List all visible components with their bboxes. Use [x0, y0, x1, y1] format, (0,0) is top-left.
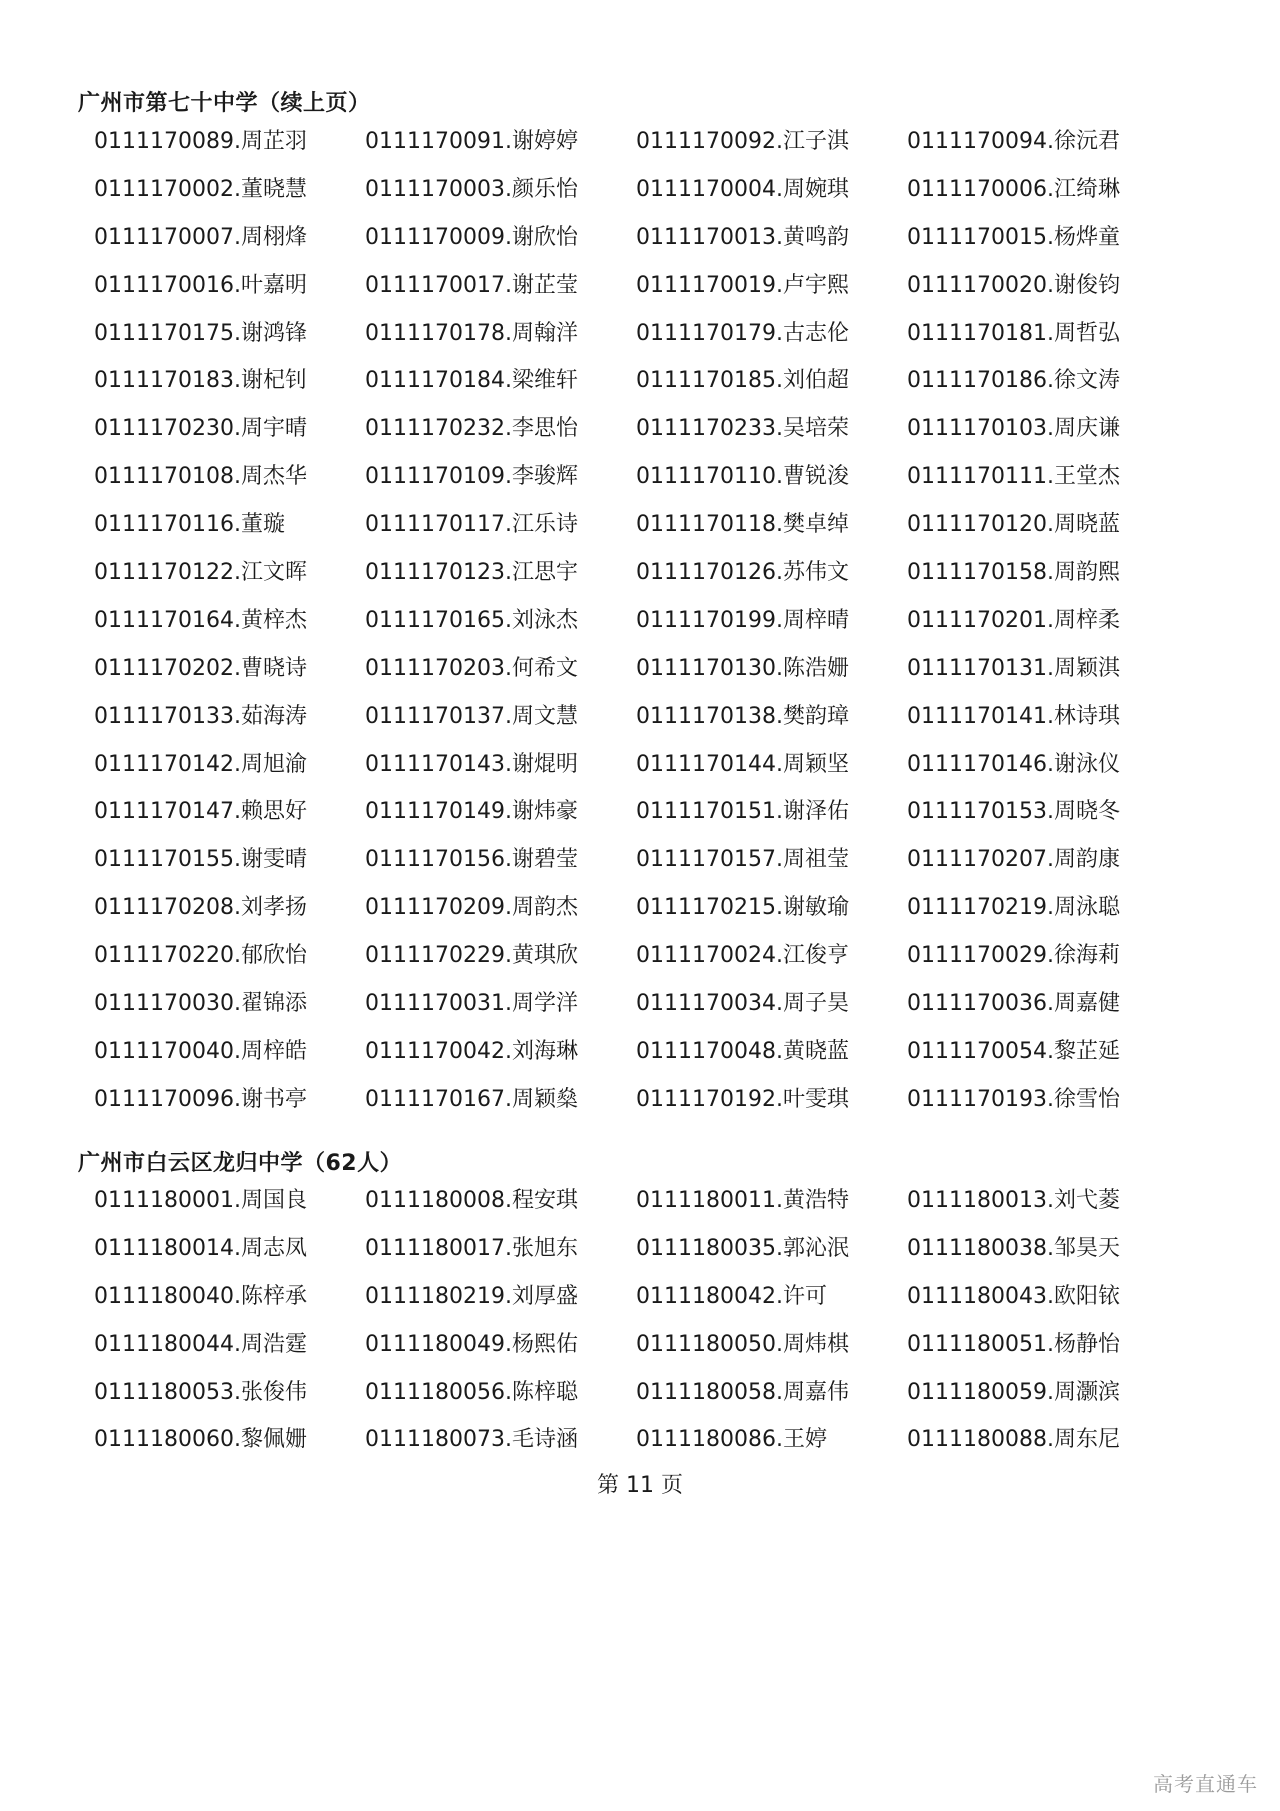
student-entry: 0111170175.谢鸿锋 [94, 320, 307, 346]
student-entry: 0111170164.黄梓杰 [94, 607, 307, 633]
student-entry: 0111170141.林诗琪 [907, 703, 1120, 729]
section-title-school-70: 广州市第七十中学（续上页） [78, 91, 371, 116]
student-entry: 0111180001.周国良 [94, 1187, 307, 1213]
student-entry: 0111170199.周梓晴 [636, 607, 849, 633]
student-entry: 0111170126.苏伟文 [636, 559, 849, 585]
student-entry: 0111170019.卢宇熙 [636, 272, 849, 298]
student-entry: 0111170111.王堂杰 [907, 464, 1120, 490]
student-entry: 0111170184.梁维轩 [365, 368, 578, 394]
student-entry: 0111170020.谢俊钧 [907, 272, 1120, 298]
student-entry: 0111180059.周灏滨 [907, 1379, 1120, 1405]
student-entry: 0111170042.刘海琳 [365, 1038, 578, 1064]
student-entry: 0111170229.黄琪欣 [365, 943, 578, 969]
student-entry: 0111170183.谢杞钊 [94, 368, 307, 394]
student-entry: 0111170230.周宇晴 [94, 416, 307, 442]
student-entry: 0111170219.周泳聪 [907, 895, 1120, 921]
student-entry: 0111170002.董晓慧 [94, 176, 307, 202]
student-entry: 0111170016.叶嘉明 [94, 272, 307, 298]
student-entry: 0111170030.翟锦添 [94, 990, 307, 1016]
student-entry: 0111180038.邹昊天 [907, 1235, 1120, 1261]
student-entry: 0111180219.刘厚盛 [365, 1283, 578, 1309]
student-entry: 0111180073.毛诗涵 [365, 1427, 578, 1453]
student-entry: 0111170117.江乐诗 [365, 512, 578, 538]
student-entry: 0111170138.樊韵璋 [636, 703, 849, 729]
student-entry: 0111180042.许可 [636, 1283, 827, 1309]
student-entry: 0111180008.程安琪 [365, 1187, 578, 1213]
student-entry: 0111170157.周祖莹 [636, 847, 849, 873]
student-entry: 0111170015.杨烨童 [907, 224, 1120, 250]
student-entry: 0111170178.周翰洋 [365, 320, 578, 346]
section-title-longgui: 广州市白云区龙归中学（62人） [78, 1151, 403, 1176]
student-entry: 0111170208.刘孝扬 [94, 895, 307, 921]
student-list-school-70 [94, 118, 1194, 1124]
student-entry: 0111170130.陈浩姗 [636, 655, 849, 681]
student-entry: 0111170220.郁欣怡 [94, 943, 307, 969]
student-entry: 0111170149.谢炜豪 [365, 799, 578, 825]
student-entry: 0111170120.周晓蓝 [907, 512, 1120, 538]
student-entry: 0111180011.黄浩特 [636, 1187, 849, 1213]
student-entry: 0111170108.周杰华 [94, 464, 307, 490]
student-entry: 0111170123.江思宇 [365, 559, 578, 585]
student-entry: 0111170091.谢婷婷 [365, 128, 578, 154]
student-entry: 0111170156.谢碧莹 [365, 847, 578, 873]
student-entry: 0111170004.周婉琪 [636, 176, 849, 202]
student-entry: 0111170147.赖思好 [94, 799, 307, 825]
student-entry: 0111180088.周东尼 [907, 1427, 1120, 1453]
student-entry: 0111170092.江子淇 [636, 128, 849, 154]
student-entry: 0111170202.曹晓诗 [94, 655, 307, 681]
student-entry: 0111180049.杨熙佑 [365, 1331, 578, 1357]
student-entry: 0111180051.杨静怡 [907, 1331, 1120, 1357]
student-entry: 0111170017.谢芷莹 [365, 272, 578, 298]
student-entry: 0111170122.江文晖 [94, 559, 307, 585]
student-entry: 0111170186.徐文涛 [907, 368, 1120, 394]
student-entry: 0111170155.谢雯晴 [94, 847, 307, 873]
student-entry: 0111170034.周子昊 [636, 990, 849, 1016]
student-entry: 0111170007.周栩烽 [94, 224, 307, 250]
watermark-text: 高考直通车 [1153, 1772, 1258, 1796]
student-entry: 0111170103.周庆谦 [907, 416, 1120, 442]
student-entry: 0111170024.江俊亨 [636, 943, 849, 969]
student-entry: 0111180086.王婷 [636, 1427, 827, 1453]
student-entry: 0111170036.周嘉健 [907, 990, 1120, 1016]
student-entry: 0111170165.刘泳杰 [365, 607, 578, 633]
student-entry: 0111170185.刘伯超 [636, 368, 849, 394]
student-entry: 0111170009.谢欣怡 [365, 224, 578, 250]
student-entry: 0111170013.黄鸣韵 [636, 224, 849, 250]
student-entry: 0111180035.郭沁泯 [636, 1235, 849, 1261]
student-entry: 0111170096.谢书亭 [94, 1086, 307, 1112]
student-entry: 0111170144.周颖坚 [636, 751, 849, 777]
student-entry: 0111180014.周志凤 [94, 1235, 307, 1261]
student-entry: 0111170089.周芷羽 [94, 128, 307, 154]
student-entry: 0111180013.刘弋菱 [907, 1187, 1120, 1213]
student-entry: 0111180040.陈梓承 [94, 1283, 307, 1309]
student-entry: 0111170137.周文慧 [365, 703, 578, 729]
student-entry: 0111180050.周炜棋 [636, 1331, 849, 1357]
student-entry: 0111180053.张俊伟 [94, 1379, 307, 1405]
student-entry: 0111180060.黎佩姗 [94, 1427, 307, 1453]
student-entry: 0111170146.谢泳仪 [907, 751, 1120, 777]
student-entry: 0111170110.曹锐浚 [636, 464, 849, 490]
student-entry: 0111170207.周韵康 [907, 847, 1120, 873]
student-entry: 0111170133.茹海涛 [94, 703, 307, 729]
student-entry: 0111170143.谢焜明 [365, 751, 578, 777]
student-list-longgui [94, 1177, 1194, 1464]
student-entry: 0111170142.周旭渝 [94, 751, 307, 777]
student-entry: 0111170215.谢敏瑜 [636, 895, 849, 921]
student-entry: 0111170153.周晓冬 [907, 799, 1120, 825]
student-entry: 0111170179.古志伦 [636, 320, 849, 346]
student-entry: 0111170118.樊卓绰 [636, 512, 849, 538]
student-entry: 0111170116.董璇 [94, 512, 285, 538]
student-entry: 0111180043.欧阳铱 [907, 1283, 1120, 1309]
student-entry: 0111180044.周浩霆 [94, 1331, 307, 1357]
student-entry: 0111170029.徐海莉 [907, 943, 1120, 969]
student-entry: 0111170094.徐沅君 [907, 128, 1120, 154]
student-entry: 0111170006.江绮琳 [907, 176, 1120, 202]
student-entry: 0111170201.周梓柔 [907, 607, 1120, 633]
student-entry: 0111180017.张旭东 [365, 1235, 578, 1261]
student-entry: 0111170193.徐雪怡 [907, 1086, 1120, 1112]
student-entry: 0111170158.周韵熙 [907, 559, 1120, 585]
student-entry: 0111170192.叶雯琪 [636, 1086, 849, 1112]
student-entry: 0111170040.周梓皓 [94, 1038, 307, 1064]
student-entry: 0111170131.周颖淇 [907, 655, 1120, 681]
student-entry: 0111170232.李思怡 [365, 416, 578, 442]
student-entry: 0111170054.黎芷延 [907, 1038, 1120, 1064]
student-entry: 0111170003.颜乐怡 [365, 176, 578, 202]
student-entry: 0111170151.谢泽佑 [636, 799, 849, 825]
student-entry: 0111180056.陈梓聪 [365, 1379, 578, 1405]
student-entry: 0111170203.何希文 [365, 655, 578, 681]
student-entry: 0111170209.周韵杰 [365, 895, 578, 921]
student-entry: 0111170181.周哲弘 [907, 320, 1120, 346]
student-entry: 0111170233.吴培荣 [636, 416, 849, 442]
student-entry: 0111180058.周嘉伟 [636, 1379, 849, 1405]
student-entry: 0111170109.李骏辉 [365, 464, 578, 490]
student-entry: 0111170167.周颖燊 [365, 1086, 578, 1112]
student-entry: 0111170048.黄晓蓝 [636, 1038, 849, 1064]
student-entry: 0111170031.周学洋 [365, 990, 578, 1016]
page-number: 第 11 页 [597, 1473, 683, 1498]
